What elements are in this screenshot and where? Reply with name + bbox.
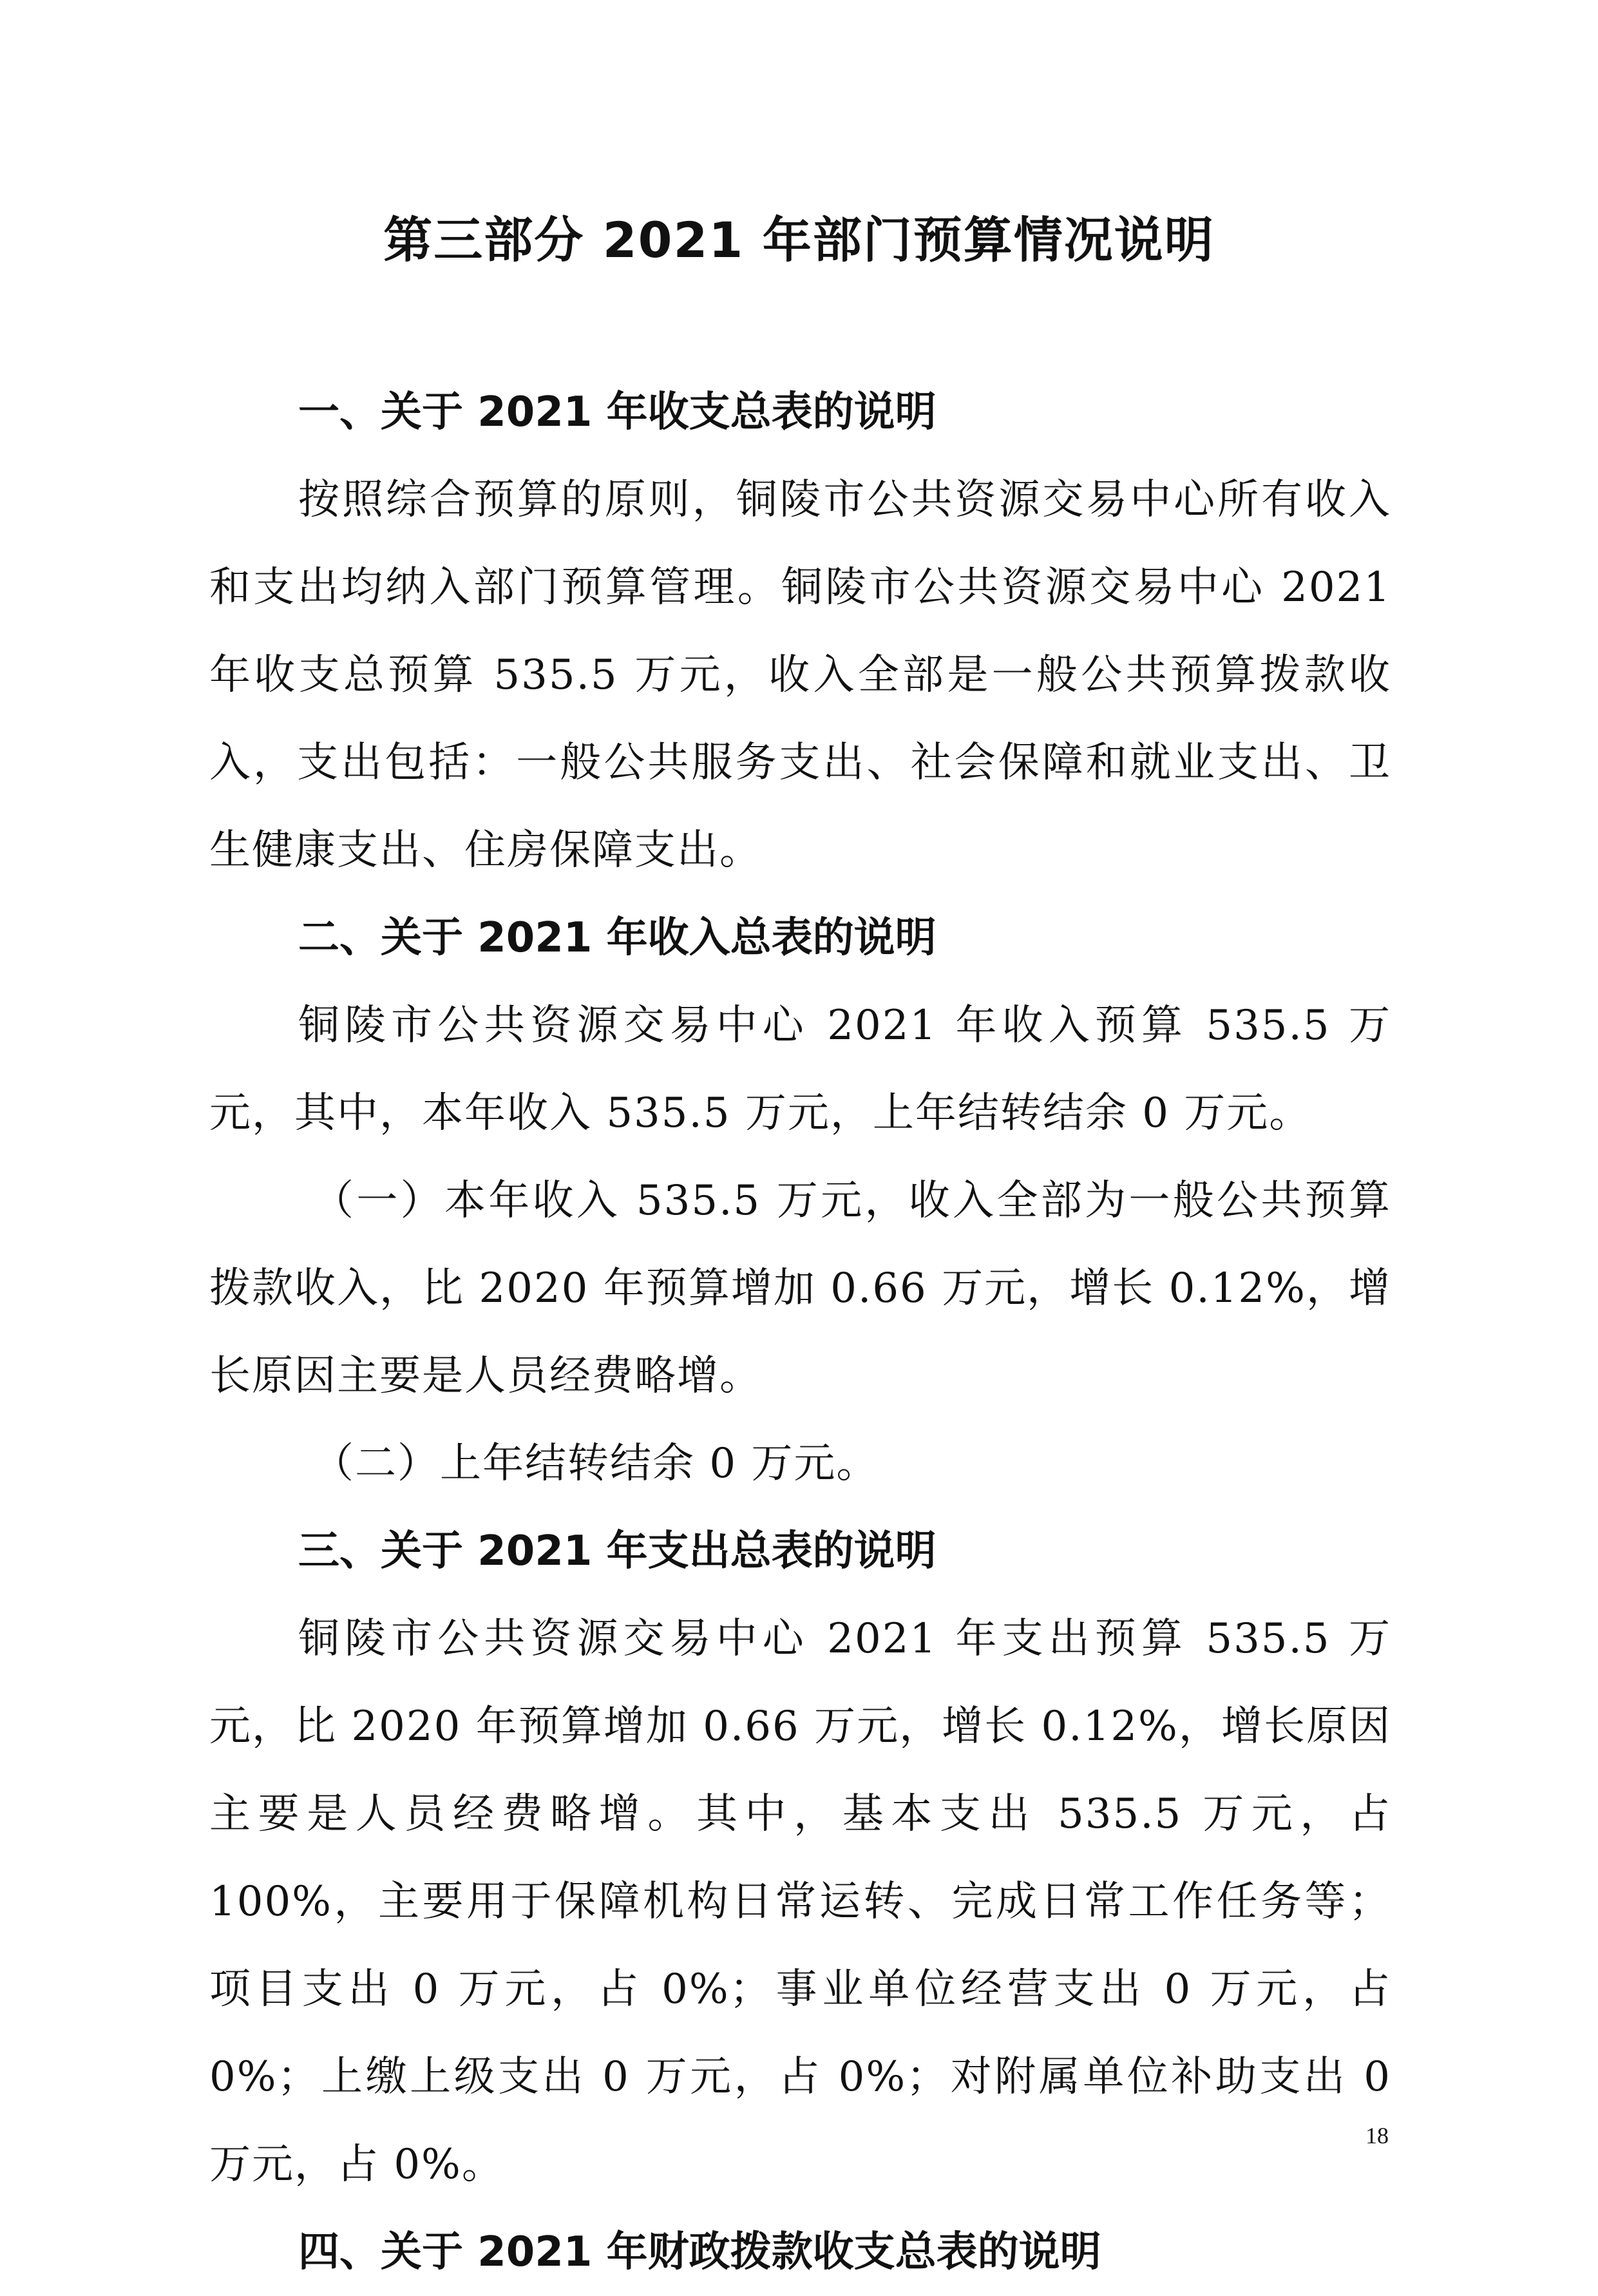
section-heading: 三、关于 2021 年支出总表的说明: [298, 1527, 937, 1575]
section-income-summary: [209, 894, 1391, 1507]
section-fiscal-allocation-summary: [209, 2208, 1391, 2296]
page-number: 18: [1365, 2123, 1389, 2148]
section-heading: 二、关于 2021 年收入总表的说明: [298, 914, 937, 962]
paragraph: （二）上年结转结余 0 万元。: [312, 1440, 879, 1488]
paragraph: 铜陵市公共资源交易中心 2021 年支出预算 535.5 万元，比 2020 年预算增加 0.66 万元，增长 0.12%，增长原因主要是人员经费略增。其中，基本支出 535.5 万元，占 100%，主要用于保障机构日常运转、完成日常工作任务等；项目支出 0 万元，占 0%；事业单位经营支出 0 万元，占 0%；上缴上级支出 0 万元，占 0%；对附属单位补助支出 0 万元，占 0%。: [209, 1615, 1391, 2188]
section-expense-summary: [209, 1507, 1391, 2208]
paragraph: （一）本年收入 535.5 万元，收入全部为一般公共预算拨款收入，比 2020 年预算增加 0.66 万元，增长 0.12%，增长原因主要是人员经费略增。: [209, 1177, 1391, 1400]
section-heading: 一、关于 2021 年收支总表的说明: [298, 388, 937, 436]
section-income-expense-summary: [209, 368, 1391, 894]
document-body: [209, 368, 1391, 2296]
paragraph: 按照综合预算的原则，铜陵市公共资源交易中心所有收入和支出均纳入部门预算管理。铜陵市公共资源交易中心 2021 年收支总预算 535.5 万元，收入全部是一般公共预算拨款收入，支出包括：一般公共服务支出、社会保障和就业支出、卫生健康支出、住房保障支出。: [209, 476, 1391, 874]
paragraph: 铜陵市公共资源交易中心 2021 年收入预算 535.5 万元，其中，本年收入 535.5 万元，上年结转结余 0 万元。: [209, 1002, 1391, 1137]
section-heading: 四、关于 2021 年财政拨款收支总表的说明: [298, 2228, 1101, 2276]
page-title: 第三部分 2021 年部门预算情况说明: [383, 211, 1215, 269]
